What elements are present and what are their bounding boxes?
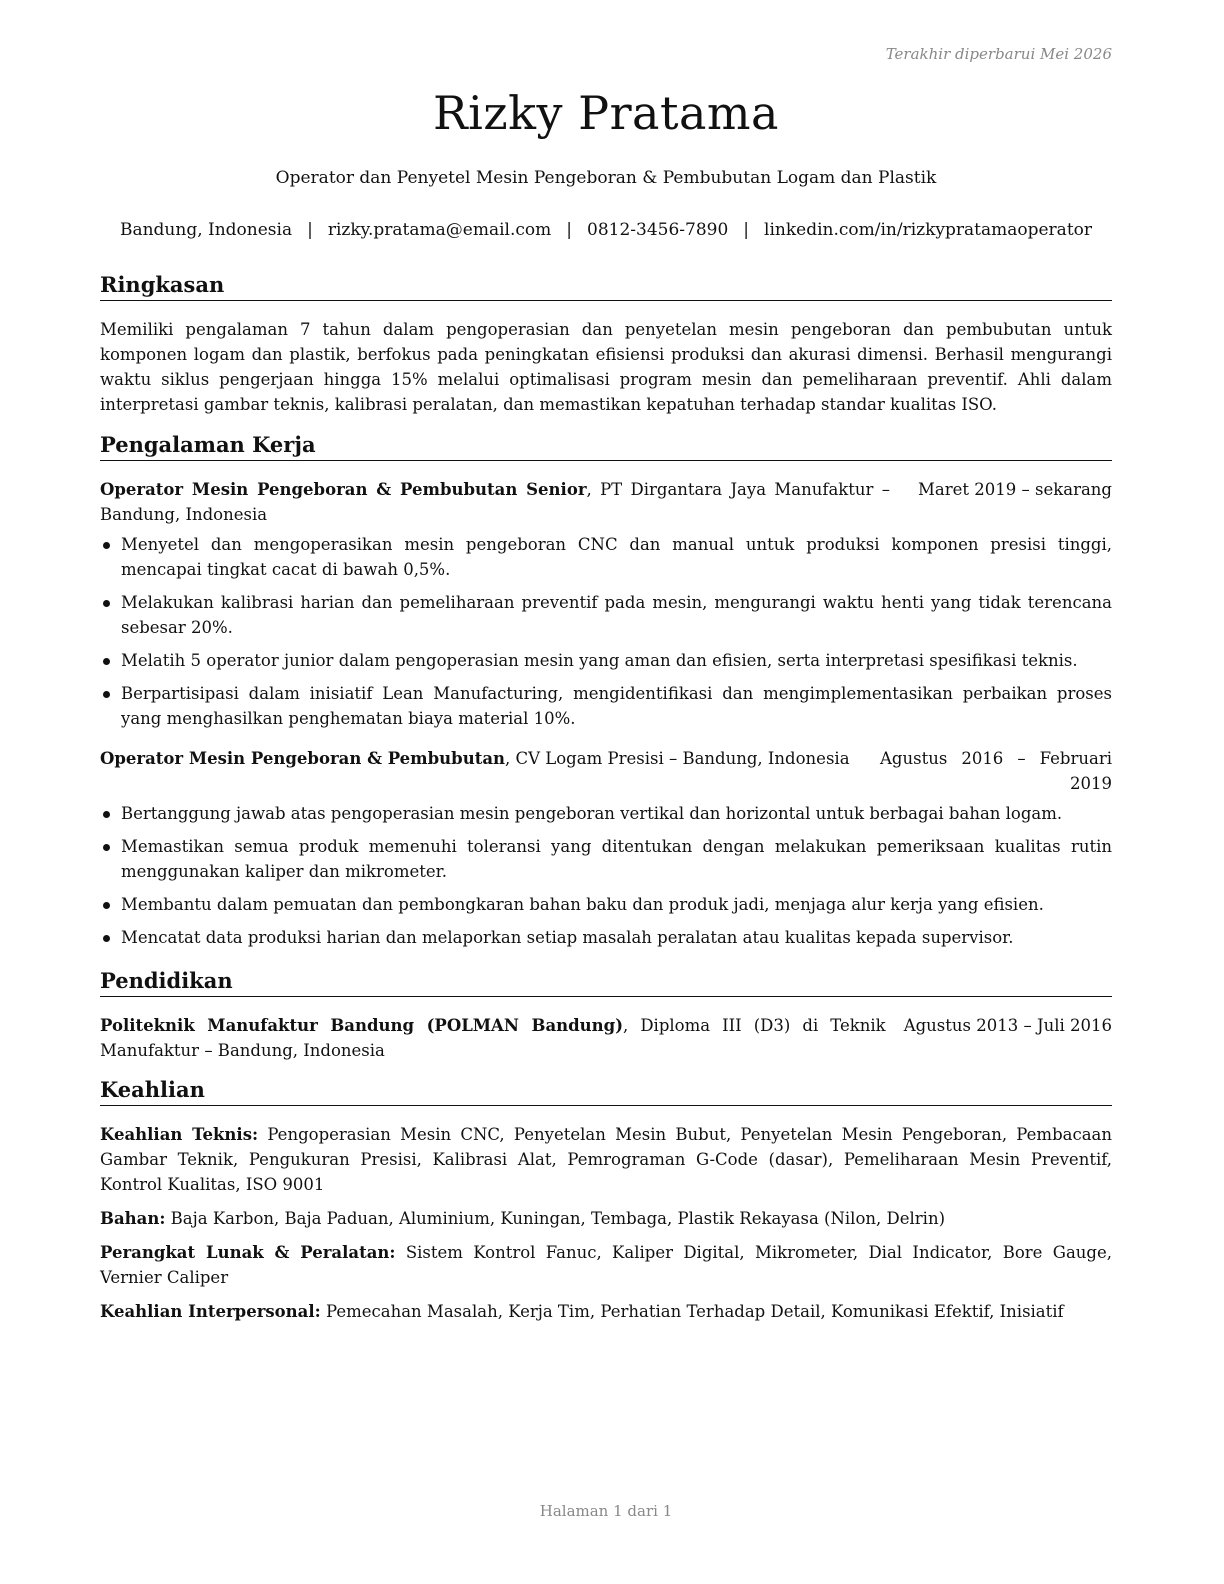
job-dates: Agustus 2016 – Februari 2019 bbox=[880, 749, 1112, 793]
contact-line bbox=[100, 220, 1112, 240]
skills-section bbox=[100, 1077, 1112, 1333]
last-updated: Terakhir diperbarui Mei 2026 bbox=[885, 45, 1112, 63]
section-title-summary: Ringkasan bbox=[100, 272, 1112, 301]
contact-location: Bandung, Indonesia bbox=[119, 220, 293, 240]
contact-phone: 0812-3456-7890 bbox=[587, 220, 729, 240]
job-dates: Maret 2019 – sekarang bbox=[918, 480, 1112, 499]
education-section bbox=[100, 968, 1112, 1063]
skill-label: Perangkat Lunak & Peralatan: bbox=[100, 1243, 396, 1262]
candidate-tagline: Operator dan Penyetel Mesin Pengeboran & Pembubutan Logam dan Plastik bbox=[275, 168, 937, 188]
education-title-line bbox=[100, 1013, 886, 1063]
job-title-line bbox=[100, 477, 890, 527]
education-dates: Agustus 2013 – Juli 2016 bbox=[903, 1016, 1112, 1035]
job-entry bbox=[100, 477, 1112, 731]
skill-row bbox=[100, 1206, 1112, 1231]
list-item: Melatih 5 operator junior dalam pengoperasian mesin yang aman dan efisien, serta interpretasi spesifikasi teknis. bbox=[100, 648, 1112, 673]
job-role: Operator Mesin Pengeboran & Pembubutan bbox=[100, 749, 506, 768]
skills-list bbox=[100, 1122, 1112, 1324]
skill-label: Keahlian Interpersonal: bbox=[100, 1302, 321, 1321]
skill-row bbox=[100, 1240, 1112, 1290]
skill-label: Bahan: bbox=[100, 1209, 166, 1228]
job-title-line bbox=[100, 746, 852, 771]
skill-value: Pengoperasian Mesin CNC, Penyetelan Mesin Bubut, Penyetelan Mesin Pengeboran, Pembacaan Gambar Teknik, Pengukuran Presisi, Kalibrasi Alat, Pemrograman G-Code (dasar), Pemeliharaan Mesin Preventif, Kontrol Kualitas, ISO 9001 bbox=[100, 1125, 1113, 1194]
skill-row bbox=[100, 1299, 1112, 1324]
job-bullets bbox=[100, 532, 1112, 731]
section-title-experience: Pengalaman Kerja bbox=[100, 432, 1112, 461]
skill-value: Sistem Kontrol Fanuc, Kaliper Digital, Mikrometer, Dial Indicator, Bore Gauge, Vernier Caliper bbox=[100, 1243, 1112, 1287]
job-entry bbox=[100, 746, 1112, 950]
job-org: , CV Logam Presisi – Bandung, Indonesia bbox=[505, 749, 850, 768]
experience-section bbox=[100, 432, 1112, 958]
contact-separator: | bbox=[307, 220, 313, 240]
summary-section bbox=[100, 272, 1112, 417]
list-item: Memastikan semua produk memenuhi toleransi yang ditentukan dengan melakukan pemeriksaan kualitas rutin menggunakan kaliper dan mikrometer. bbox=[100, 834, 1112, 884]
education-school: Politeknik Manufaktur Bandung (POLMAN Bandung) bbox=[100, 1016, 624, 1035]
list-item: Membantu dalam pemuatan dan pembongkaran bahan baku dan produk jadi, menjaga alur kerja yang efisien. bbox=[100, 892, 1112, 917]
page-number: Halaman 1 dari 1 bbox=[539, 1502, 673, 1520]
contact-separator: | bbox=[743, 220, 750, 240]
job-org: , PT Dirgantara Jaya Manufaktur – Bandung, Indonesia bbox=[100, 480, 891, 524]
skill-label: Keahlian Teknis: bbox=[100, 1125, 259, 1144]
job-bullets bbox=[100, 801, 1112, 950]
section-title-education: Pendidikan bbox=[100, 968, 1112, 997]
education-entry bbox=[100, 1013, 1112, 1063]
job-header bbox=[100, 746, 1112, 796]
candidate-name: Rizky Pratama bbox=[433, 86, 779, 140]
contact-email[interactable]: rizky.pratama@email.com bbox=[327, 220, 552, 240]
summary-text: Memiliki pengalaman 7 tahun dalam pengoperasian dan penyetelan mesin pengeboran dan pembubutan untuk komponen logam dan plastik, berfokus pada peningkatan efisiensi produksi dan akurasi dimensi. Berhasil mengurangi waktu siklus pengerjaan hingga 15% melalui optimalisasi program mesin dan pemeliharaan preventif. Ahli dalam interpretasi gambar teknis, kalibrasi peralatan, dan memastikan kepatuhan terhadap standar kualitas ISO. bbox=[100, 320, 1112, 414]
education-degree: , Diploma III (D3) di Teknik Manufaktur – Bandung, Indonesia bbox=[100, 1016, 886, 1060]
skill-row bbox=[100, 1122, 1112, 1197]
list-item: Bertanggung jawab atas pengoperasian mesin pengeboran vertikal dan horizontal untuk berbagai bahan logam. bbox=[100, 801, 1112, 826]
skill-value: Baja Karbon, Baja Paduan, Aluminium, Kuningan, Tembaga, Plastik Rekayasa (Nilon, Delrin) bbox=[165, 1209, 946, 1228]
resume-page bbox=[100, 0, 1112, 1584]
section-title-skills: Keahlian bbox=[100, 1077, 1112, 1106]
contact-linkedin[interactable]: linkedin.com/in/rizkypratamaoperator bbox=[764, 220, 1093, 240]
list-item: Berpartisipasi dalam inisiatif Lean Manufacturing, mengidentifikasi dan mengimplementasikan perbaikan proses yang menghasilkan penghematan biaya material 10%. bbox=[100, 681, 1112, 731]
skill-value: Pemecahan Masalah, Kerja Tim, Perhatian Terhadap Detail, Komunikasi Efektif, Inisiatif bbox=[320, 1302, 1064, 1321]
list-item: Melakukan kalibrasi harian dan pemeliharaan preventif pada mesin, mengurangi waktu henti yang tidak terencana sebesar 20%. bbox=[100, 590, 1112, 640]
list-item: Mencatat data produksi harian dan melaporkan setiap masalah peralatan atau kualitas kepada supervisor. bbox=[100, 925, 1112, 950]
contact-separator: | bbox=[566, 220, 572, 240]
job-role: Operator Mesin Pengeboran & Pembubutan Senior bbox=[100, 480, 587, 499]
list-item: Menyetel dan mengoperasikan mesin pengeboran CNC dan manual untuk produksi komponen presisi tinggi, mencapai tingkat cacat di bawah 0,5%. bbox=[100, 532, 1112, 582]
job-header bbox=[100, 477, 1112, 527]
